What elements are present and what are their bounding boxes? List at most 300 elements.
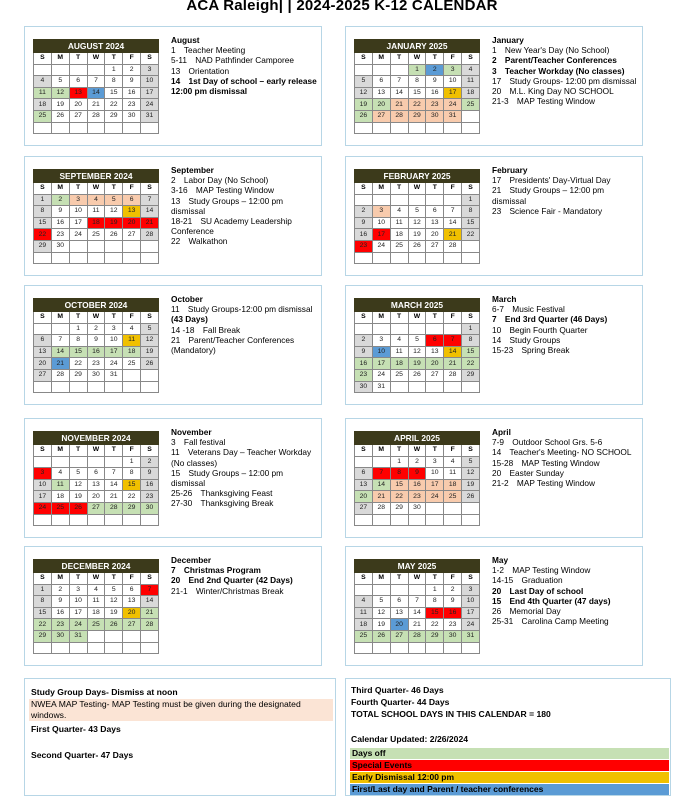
day-cell: 18: [87, 607, 105, 619]
day-cell: 14: [141, 206, 159, 218]
empty-cell: [355, 64, 373, 76]
month-header: NOVEMBER 2024: [34, 432, 159, 445]
month-calendar-nov: [33, 431, 159, 526]
empty-cell: [105, 240, 123, 252]
day-cell: 4: [355, 596, 373, 608]
event-item: 1 New Year's Day (No School): [492, 45, 610, 56]
month-panel-nov: [24, 418, 322, 538]
weekday-label: F: [444, 312, 462, 324]
event-item: 13 Study Groups – 12:00 pm dismissal: [171, 195, 284, 216]
day-cell: 8: [34, 206, 52, 218]
weekday-label: M: [51, 445, 69, 457]
day-cell: 26: [69, 502, 87, 514]
empty-cell: [87, 456, 105, 468]
empty-cell: [105, 381, 123, 393]
day-cell: 13: [34, 346, 52, 358]
day-cell: 2: [51, 584, 69, 596]
day-cell: 10: [372, 346, 390, 358]
month-calendar-sep: [33, 169, 159, 264]
day-cell: 11: [34, 87, 52, 99]
empty-cell: [426, 514, 444, 526]
day-cell: 18: [444, 479, 462, 491]
day-cell: 26: [408, 369, 426, 381]
empty-cell: [123, 642, 141, 654]
day-cell: 19: [105, 607, 123, 619]
empty-cell: [444, 502, 462, 514]
day-cell: 5: [372, 596, 390, 608]
day-cell: 4: [87, 194, 105, 206]
day-cell: 26: [51, 110, 69, 122]
legend-item: Special Events: [350, 760, 669, 771]
day-cell: 6: [390, 596, 408, 608]
event-item: 20 End 2nd Quarter (42 Days): [171, 575, 293, 586]
empty-cell: [426, 252, 444, 264]
empty-cell: [69, 456, 87, 468]
day-cell: 18: [87, 217, 105, 229]
event-item: 7 End 3rd Quarter (46 Days): [492, 314, 608, 325]
day-cell: 13: [426, 346, 444, 358]
empty-cell: [105, 642, 123, 654]
empty-cell: [141, 122, 159, 134]
day-cell: 19: [105, 217, 123, 229]
day-cell: 12: [408, 346, 426, 358]
month-calendar-dec: [33, 559, 159, 654]
day-cell: 7: [51, 335, 69, 347]
empty-cell: [105, 252, 123, 264]
month-header: SEPTEMBER 2024: [34, 170, 159, 183]
event-item: 14 1st Day of school – early release 12:00 pm dismissal: [171, 75, 317, 97]
day-cell: 12: [462, 468, 480, 480]
day-cell: 22: [105, 99, 123, 111]
day-cell: 12: [355, 87, 373, 99]
empty-cell: [51, 122, 69, 134]
empty-cell: [87, 252, 105, 264]
empty-cell: [105, 456, 123, 468]
day-cell: 12: [408, 217, 426, 229]
month-header: MARCH 2025: [355, 299, 480, 312]
empty-cell: [69, 514, 87, 526]
day-cell: 11: [390, 217, 408, 229]
weekday-label: T: [390, 573, 408, 585]
day-cell: 8: [462, 206, 480, 218]
month-label: September: [171, 165, 214, 175]
day-cell: 19: [69, 491, 87, 503]
day-cell: 1: [34, 584, 52, 596]
day-cell: 5: [105, 584, 123, 596]
month-header: DECEMBER 2024: [34, 560, 159, 573]
month-events-dec: [171, 555, 319, 596]
day-cell: 18: [34, 99, 52, 111]
day-cell: 14: [51, 346, 69, 358]
day-cell: 3: [462, 584, 480, 596]
weekday-label: S: [355, 573, 373, 585]
day-cell: 16: [355, 229, 373, 241]
weekday-label: M: [51, 183, 69, 195]
empty-cell: [426, 381, 444, 393]
month-label: December: [171, 555, 212, 565]
day-cell: 24: [34, 502, 52, 514]
day-cell: 18: [462, 87, 480, 99]
month-calendar-mar: [354, 298, 480, 393]
event-item: 15 End 4th Quarter (47 days): [492, 595, 611, 606]
empty-cell: [123, 630, 141, 642]
empty-cell: [408, 514, 426, 526]
calendar-updated: Calendar Updated: 2/26/2024: [351, 734, 469, 744]
day-cell: 21: [105, 491, 123, 503]
month-calendar-aug: [33, 39, 159, 134]
day-cell: 31: [105, 369, 123, 381]
month-calendar-oct: [33, 298, 159, 393]
day-cell: 25: [390, 369, 408, 381]
empty-cell: [51, 252, 69, 264]
day-cell: 7: [141, 194, 159, 206]
day-cell: 3: [426, 456, 444, 468]
weekday-label: S: [141, 312, 159, 324]
day-cell: 3: [141, 64, 159, 76]
event-item: 15-28 MAP Testing Window: [492, 457, 600, 468]
day-cell: 6: [34, 335, 52, 347]
day-cell: 20: [123, 607, 141, 619]
weekday-label: W: [87, 183, 105, 195]
event-item: 18-21 SU Academy Leadership Conference: [171, 216, 292, 237]
day-cell: 11: [87, 206, 105, 218]
weekday-label: T: [390, 183, 408, 195]
day-cell: 16: [51, 607, 69, 619]
month-label: October: [171, 294, 203, 304]
day-cell: 23: [444, 619, 462, 631]
empty-cell: [408, 642, 426, 654]
empty-cell: [390, 514, 408, 526]
day-cell: 20: [426, 358, 444, 370]
day-cell: 26: [105, 619, 123, 631]
empty-cell: [141, 630, 159, 642]
empty-cell: [87, 64, 105, 76]
day-cell: 18: [390, 358, 408, 370]
weekday-label: S: [462, 53, 480, 65]
day-cell: 16: [123, 87, 141, 99]
weekday-label: W: [408, 445, 426, 457]
empty-cell: [123, 252, 141, 264]
day-cell: 27: [426, 240, 444, 252]
empty-cell: [408, 194, 426, 206]
day-cell: 25: [123, 358, 141, 370]
day-cell: 15: [426, 607, 444, 619]
day-cell: 3: [105, 323, 123, 335]
day-cell: 8: [69, 335, 87, 347]
month-events-oct: [171, 294, 319, 355]
day-cell: 17: [462, 607, 480, 619]
day-cell: 6: [355, 468, 373, 480]
day-cell: 10: [69, 206, 87, 218]
empty-cell: [355, 252, 373, 264]
weekday-label: F: [444, 573, 462, 585]
study-group-note: Study Group Days- Dismiss at noon: [31, 687, 178, 697]
empty-cell: [355, 456, 373, 468]
day-cell: 11: [462, 76, 480, 88]
month-events-sep: [171, 165, 319, 247]
day-cell: 27: [123, 619, 141, 631]
day-cell: 5: [355, 76, 373, 88]
day-cell: 17: [372, 358, 390, 370]
event-item: 20 Easter Sunday: [492, 467, 564, 478]
day-cell: 17: [141, 87, 159, 99]
day-cell: 27: [372, 110, 390, 122]
month-events-feb: [492, 165, 640, 216]
month-calendar-feb: [354, 169, 480, 264]
month-panel-sep: [24, 156, 322, 276]
day-cell: 9: [355, 346, 373, 358]
day-cell: 1: [105, 64, 123, 76]
day-cell: 5: [408, 335, 426, 347]
day-cell: 3: [372, 206, 390, 218]
second-quarter-days: Second Quarter- 47 Days: [31, 750, 134, 760]
weekday-label: T: [69, 573, 87, 585]
empty-cell: [390, 381, 408, 393]
event-item: 6-7 Music Festival: [492, 304, 565, 315]
weekday-label: S: [141, 573, 159, 585]
empty-cell: [390, 584, 408, 596]
event-item: 14 Teacher's Meeting- NO SCHOOL: [492, 447, 632, 458]
day-cell: 31: [462, 630, 480, 642]
empty-cell: [123, 122, 141, 134]
first-quarter-days: First Quarter- 43 Days: [31, 724, 121, 734]
day-cell: 24: [105, 358, 123, 370]
weekday-label: M: [51, 53, 69, 65]
month-panel-aug: [24, 26, 322, 146]
day-cell: 5: [69, 468, 87, 480]
day-cell: 20: [87, 491, 105, 503]
weekday-label: W: [408, 573, 426, 585]
empty-cell: [390, 642, 408, 654]
day-cell: 23: [51, 619, 69, 631]
legend-item: First/Last day and Parent / teacher conferences: [350, 784, 669, 795]
day-cell: 2: [87, 323, 105, 335]
day-cell: 2: [444, 584, 462, 596]
day-cell: 19: [372, 619, 390, 631]
day-cell: 10: [69, 596, 87, 608]
day-cell: 21: [390, 99, 408, 111]
day-cell: 10: [105, 335, 123, 347]
day-cell: 19: [462, 479, 480, 491]
empty-cell: [105, 514, 123, 526]
month-header: MAY 2025: [355, 560, 480, 573]
empty-cell: [51, 323, 69, 335]
event-item: 21-2 MAP Testing Window: [492, 478, 595, 489]
day-cell: 31: [444, 110, 462, 122]
day-cell: 9: [87, 335, 105, 347]
weekday-label: T: [105, 53, 123, 65]
empty-cell: [372, 456, 390, 468]
day-cell: 19: [408, 229, 426, 241]
day-cell: 21: [444, 358, 462, 370]
day-cell: 5: [51, 76, 69, 88]
day-cell: 17: [69, 217, 87, 229]
empty-cell: [355, 514, 373, 526]
day-cell: 29: [34, 630, 52, 642]
day-cell: 13: [123, 596, 141, 608]
day-cell: 23: [355, 240, 373, 252]
event-item: 7-9 Outdoor School Grs. 5-6: [492, 437, 603, 448]
day-cell: 16: [426, 87, 444, 99]
day-cell: 26: [372, 630, 390, 642]
day-cell: 24: [372, 240, 390, 252]
day-cell: 26: [141, 358, 159, 370]
day-cell: 14: [390, 87, 408, 99]
day-cell: 26: [462, 491, 480, 503]
empty-cell: [141, 369, 159, 381]
day-cell: 28: [408, 630, 426, 642]
weekday-label: S: [355, 312, 373, 324]
weekday-label: S: [462, 445, 480, 457]
day-cell: 11: [355, 607, 373, 619]
day-cell: 21: [444, 229, 462, 241]
day-cell: 27: [87, 502, 105, 514]
weekday-label: S: [355, 53, 373, 65]
empty-cell: [69, 381, 87, 393]
empty-cell: [462, 381, 480, 393]
month-label: May: [492, 555, 509, 565]
month-label: November: [171, 427, 212, 437]
day-cell: 13: [87, 479, 105, 491]
empty-cell: [123, 369, 141, 381]
day-cell: 1: [69, 323, 87, 335]
empty-cell: [372, 642, 390, 654]
day-cell: 23: [408, 491, 426, 503]
day-cell: 14: [372, 479, 390, 491]
empty-cell: [34, 381, 52, 393]
day-cell: 3: [34, 468, 52, 480]
month-events-jan: [492, 35, 640, 106]
day-cell: 7: [105, 468, 123, 480]
day-cell: 15: [462, 217, 480, 229]
day-cell: 9: [51, 206, 69, 218]
day-cell: 27: [123, 229, 141, 241]
day-cell: 8: [390, 468, 408, 480]
day-cell: 8: [426, 596, 444, 608]
event-item: 20 M.L. King Day NO SCHOOL: [492, 86, 614, 97]
weekday-label: S: [34, 573, 52, 585]
day-cell: 22: [69, 358, 87, 370]
day-cell: 30: [141, 502, 159, 514]
weekday-label: T: [426, 53, 444, 65]
day-cell: 13: [372, 87, 390, 99]
weekday-label: M: [51, 573, 69, 585]
day-cell: 13: [123, 206, 141, 218]
day-cell: 6: [123, 584, 141, 596]
empty-cell: [87, 240, 105, 252]
day-cell: 18: [123, 346, 141, 358]
day-cell: 10: [141, 76, 159, 88]
day-cell: 7: [87, 76, 105, 88]
day-cell: 10: [426, 468, 444, 480]
empty-cell: [141, 252, 159, 264]
day-cell: 2: [123, 64, 141, 76]
empty-cell: [355, 323, 373, 335]
day-cell: 8: [408, 76, 426, 88]
empty-cell: [462, 502, 480, 514]
day-cell: 29: [34, 240, 52, 252]
day-cell: 8: [462, 335, 480, 347]
month-panel-feb: [345, 156, 643, 276]
month-events-may: [492, 555, 640, 626]
event-item: 26 Memorial Day: [492, 606, 561, 617]
day-cell: 12: [51, 87, 69, 99]
empty-cell: [444, 514, 462, 526]
day-cell: 12: [141, 335, 159, 347]
month-panel-mar: [345, 285, 643, 405]
day-cell: 6: [87, 468, 105, 480]
event-item: 14-15 Graduation: [492, 575, 563, 586]
empty-cell: [408, 584, 426, 596]
day-cell: 29: [105, 110, 123, 122]
event-item: 1 Teacher Meeting: [171, 45, 246, 56]
weekday-label: M: [372, 53, 390, 65]
day-cell: 28: [390, 110, 408, 122]
empty-cell: [462, 110, 480, 122]
empty-cell: [426, 323, 444, 335]
day-cell: 4: [87, 584, 105, 596]
day-cell: 10: [372, 217, 390, 229]
day-cell: 29: [462, 369, 480, 381]
empty-cell: [87, 381, 105, 393]
day-cell: 4: [123, 323, 141, 335]
day-cell: 19: [408, 358, 426, 370]
day-cell: 2: [51, 194, 69, 206]
event-item: 11 Veterans Day – Teacher Workday (No classes): [171, 447, 312, 468]
weekday-label: F: [123, 573, 141, 585]
empty-cell: [372, 584, 390, 596]
empty-cell: [51, 642, 69, 654]
weekday-label: S: [355, 183, 373, 195]
empty-cell: [390, 122, 408, 134]
empty-cell: [69, 252, 87, 264]
month-events-aug: [171, 35, 319, 96]
day-cell: 5: [105, 194, 123, 206]
day-cell: 16: [355, 358, 373, 370]
day-cell: 25: [462, 99, 480, 111]
day-cell: 29: [390, 502, 408, 514]
event-item: 14 -18 Fall Break: [171, 324, 241, 335]
day-cell: 5: [141, 323, 159, 335]
day-cell: 12: [105, 596, 123, 608]
weekday-label: S: [462, 183, 480, 195]
month-calendar-apr: [354, 431, 480, 526]
weekday-label: W: [87, 445, 105, 457]
day-cell: 14: [408, 607, 426, 619]
empty-cell: [444, 194, 462, 206]
weekday-label: W: [87, 573, 105, 585]
day-cell: 25: [34, 110, 52, 122]
day-cell: 25: [390, 240, 408, 252]
day-cell: 24: [444, 99, 462, 111]
event-item: 17 Study Groups- 12:00 pm dismissal: [492, 75, 637, 86]
weekday-label: T: [69, 312, 87, 324]
weekday-label: T: [69, 445, 87, 457]
day-cell: 23: [355, 369, 373, 381]
day-cell: 17: [105, 346, 123, 358]
day-cell: 3: [372, 335, 390, 347]
day-cell: 22: [426, 619, 444, 631]
day-cell: 13: [69, 87, 87, 99]
third-quarter-days: Third Quarter- 46 Days: [351, 685, 444, 695]
event-item: 23 Science Fair - Mandatory: [492, 205, 603, 216]
day-cell: 16: [51, 217, 69, 229]
day-cell: 22: [123, 491, 141, 503]
legend-item: Days off: [350, 748, 669, 759]
day-cell: 15: [408, 87, 426, 99]
day-cell: 1: [462, 194, 480, 206]
month-label: January: [492, 35, 524, 45]
